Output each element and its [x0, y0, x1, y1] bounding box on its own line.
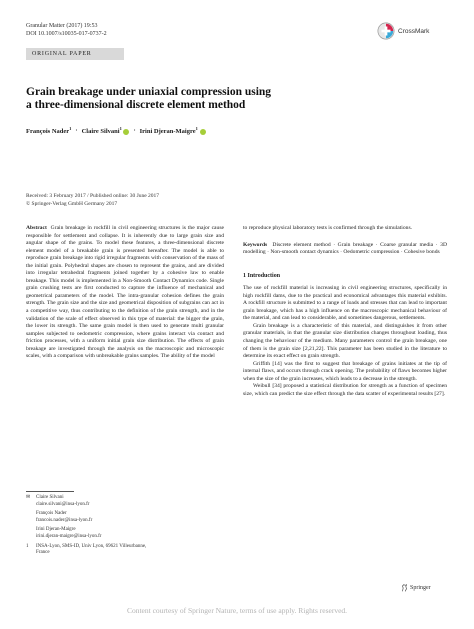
journal-citation: Granular Matter (2017) 19:53 [26, 23, 98, 29]
corresponding-author: ✉ Claire Silvani claire.silvani@insa-lyon.fr [26, 495, 224, 508]
orcid-icon[interactable] [123, 129, 129, 135]
abstract-continuation: to reproduce physical laboratory tests is confirmed through the simulations. [243, 225, 413, 231]
publisher-name: Springer [410, 585, 431, 591]
intro-paragraph-4: Weibull [34] proposed a statistical distribution for strength as a function of specimen size, which can predict the size effect through the data scatter of experimental results [27]. [243, 383, 447, 397]
publisher-logo [401, 584, 431, 592]
email-link[interactable]: francois.nader@insa-lyon.fr [36, 517, 93, 523]
footnotes [26, 495, 224, 560]
affiliation: 1 INSA-Lyon, SMS-ID, Univ Lyon, 69621 Villeurbanne, France [26, 543, 147, 556]
abstract-text: Grain breakage in rockfill in civil engineering structures is the major cause responsible for settlement and collapse. It is inherently due to large grain size and angular shape of the grains. To model these features, a three-dimensional discrete element model of a breakable grain is presented hereafter. The model is able to reproduce grain breakage into rigid irregular fragments with conservation of the mass of the initial grain. Polyhedral shapes are chosen to represent the grains, and are divided into irregular tetrahedral fragments joined together by a cohesive law to enable breakage. This model is implemented in a Non-Smooth Contact Dynamics code. Single grain crushing tests are first conducted to capture the influence of mechanical and geometrical parameters of the model. The intra-granular cohesion defines the grain strength. The grain size and the size and geometrical disposition of subgrains can act in a competitive way, thus contributing to the definition of the grain strength, and in the validation of the scale of effect observed in this type of material: the bigger the grain, the lower its strength. The same grain model is then used to generate multi granular samples subjected to oedometric compression, where grains interact via contact and friction processes, with a uniform initial grain size distribution. The effects of grain breakage are investigated through the analysis on the macroscopic and microscopic scales, with a comparison with unbreakable grains samples. The ability of the model [26, 225, 224, 360]
springer-horse-icon [401, 584, 408, 592]
crossmark-badge[interactable] [377, 20, 447, 42]
author-list: François Nader$^1$ · Claire Silvani$^1$ · Irini Djeran-Maigre$^1$ [26, 126, 206, 135]
section-heading: 1 Introduction [243, 272, 281, 279]
author-contact: François Nader francois.nader@insa-lyon.fr [26, 511, 224, 524]
footnote-divider [26, 491, 74, 492]
intro-paragraph-1: The use of rockfill material is increasing in civil engineering structures, specifically in high rockfill dams, due to the practical and economical advantages this material exhibits. A rockfill structure is submitted to a range of loads and stresses that can lead to important grain breakage, which has a high influence on the macroscopic mechanical behaviour of the material, and can lead to considerable, and sometimes dangerous, settlements. [243, 285, 447, 322]
intro-paragraph-3: Griffith [14] was the first to suggest that breakage of grains initiates at the tip of internal flaws, and occurs through crack opening. The probability of flaws becomes higher when the size of the grain increases, which leads to a decrease in the strength. [243, 360, 447, 382]
envelope-icon: ✉ [26, 495, 31, 500]
author-2[interactable]: Claire Silvani$^1$ [82, 126, 130, 135]
crossmark-icon [377, 22, 395, 40]
journal-info [26, 22, 107, 38]
keywords-text: Discrete element method · Grain breakage · Coarse granular media · 3D modelling · Non-smooth contact dynamics · Oedometric compression · Cohesive bonds [243, 241, 448, 256]
keywords-label: Keywords [243, 241, 268, 248]
abstract-label: Abstract [26, 225, 47, 231]
journal-doi[interactable]: DOI 10.1007/s10035-017-0737-2 [26, 31, 107, 37]
author-1[interactable]: François Nader$^1$ [26, 126, 72, 136]
crossmark-label: CrossMark [398, 27, 430, 35]
right-column [243, 225, 447, 398]
orcid-icon[interactable] [200, 129, 206, 135]
courtesy-notice: Content courtesy of Springer Nature, terms of use apply. Rights reserved. [126, 606, 348, 615]
paper-title [26, 86, 446, 112]
copyright: © Springer-Verlag GmbH Germany 2017 [26, 200, 118, 207]
email-link[interactable]: irini.djeran-maigre@insa-lyon.fr [36, 533, 102, 539]
received-published: Received: 3 February 2017 / Published online: 30 June 2017 [26, 193, 160, 199]
publication-dates [26, 193, 159, 208]
paper-type-banner: ORIGINAL PAPER [26, 48, 124, 60]
keywords [243, 242, 447, 257]
title-line-1: Grain breakage under uniaxial compression using [26, 86, 272, 98]
intro-paragraph-2: Grain breakage is a characteristic of this material, and distinguishes it from other granular materials, in that the granular size distribution changes throughout loading, thus changing the behaviour of the medium. Many parameters control the grain breakage, one of them is the grain size [2,21,22]. This parameter has been studied in the literature to determine its exact effect on grain strength. [243, 322, 447, 360]
author-3[interactable]: Irini Djeran-Maigre$^1$ [140, 126, 206, 135]
title-line-2: a three-dimensional discrete element method [26, 99, 246, 111]
left-column [26, 225, 224, 361]
author-contact: Irini Djeran-Maigre irini.djeran-maigre@insa-lyon.fr [26, 527, 224, 540]
email-link[interactable]: claire.silvani@insa-lyon.fr [36, 501, 90, 507]
abstract [26, 225, 224, 361]
